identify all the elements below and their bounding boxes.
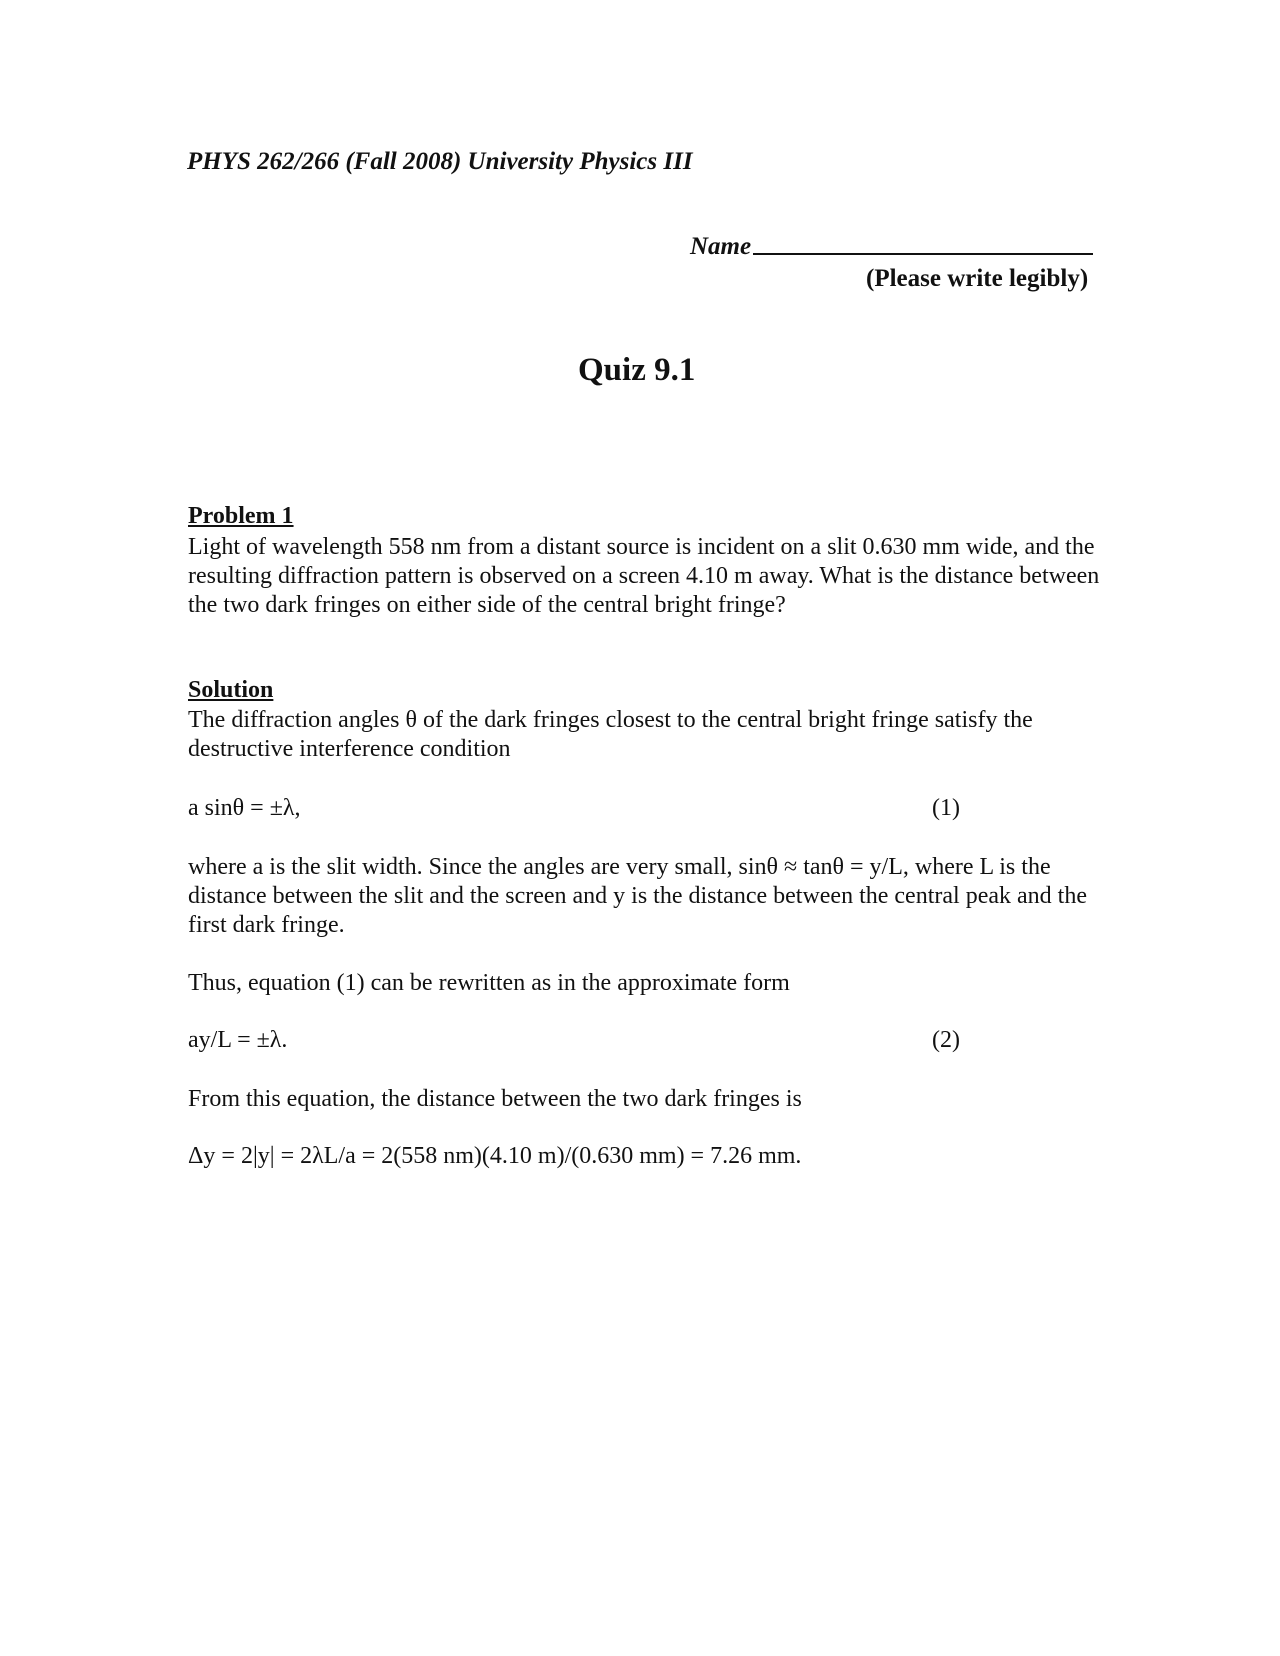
name-label: Name bbox=[690, 233, 752, 260]
solution-heading: Solution bbox=[188, 677, 274, 703]
equation-2: ay/L = ±λ. bbox=[188, 1027, 288, 1053]
course-title: PHYS 262/266 (Fall 2008) University Physics III bbox=[187, 148, 693, 175]
name-blank-line bbox=[753, 253, 1093, 255]
problem-heading: Problem 1 bbox=[188, 503, 294, 529]
final-result: Δy = 2|y| = 2λL/a = 2(558 nm)(4.10 m)/(0.630 mm) = 7.26 mm. bbox=[188, 1143, 802, 1169]
solution-paragraph-3: Thus, equation (1) can be rewritten as in the approximate form bbox=[188, 970, 790, 996]
problem-text: Light of wavelength 558 nm from a distant source is incident on a slit 0.630 mm wide, and the resulting diffraction pattern is observed on a screen 4.10 m away. What is the distance between the two dark fringes on either side of the central bright fringe? bbox=[188, 534, 1100, 618]
solution-paragraph-4: From this equation, the distance between the two dark fringes is bbox=[188, 1086, 802, 1112]
name-note: (Please write legibly) bbox=[866, 265, 1089, 292]
equation-1-number: (1) bbox=[932, 795, 960, 821]
solution-intro: The diffraction angles θ of the dark fringes closest to the central bright fringe satisfy the destructive interference condition bbox=[188, 707, 1033, 762]
equation-1: a sinθ = ±λ, bbox=[188, 795, 301, 821]
page-title: Quiz 9.1 bbox=[578, 352, 696, 388]
name-field bbox=[690, 233, 1093, 261]
solution-paragraph-2: where a is the slit width. Since the angles are very small, sinθ ≈ tanθ = y/L, where L is the distance between the slit and the screen and y is the distance between the central peak and the first dark fringe. bbox=[188, 854, 1087, 938]
equation-2-number: (2) bbox=[932, 1027, 960, 1053]
